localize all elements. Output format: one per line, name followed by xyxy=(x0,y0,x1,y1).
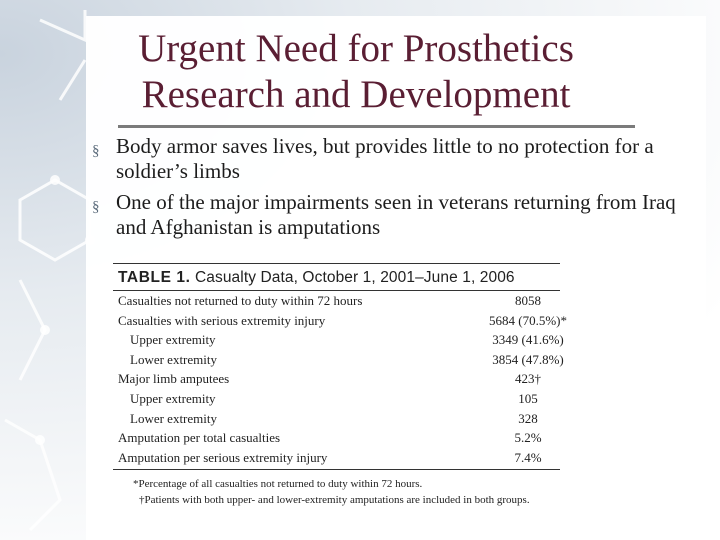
row-label: Major limb amputees xyxy=(118,371,230,387)
table-row xyxy=(113,409,560,429)
row-label: Upper extremity xyxy=(130,390,216,406)
row-value: 105 xyxy=(518,390,538,406)
table-caption-text: Casualty Data, October 1, 2001–June 1, 2006 xyxy=(194,269,515,286)
bullet-item xyxy=(84,134,704,184)
bullet-item xyxy=(84,190,704,240)
row-value: 328 xyxy=(518,410,538,426)
table-footnote-1: *Percentage of all casualties not returned to duty within 72 hours. xyxy=(133,478,423,491)
table-row xyxy=(113,448,560,468)
table-row xyxy=(113,291,560,311)
table-row xyxy=(113,330,564,350)
casualty-table xyxy=(113,263,567,508)
row-value: 8058 xyxy=(515,293,541,308)
bullet-marker: § xyxy=(92,199,100,215)
title-divider xyxy=(118,125,635,128)
row-label: Casualties not returned to duty within 72 hours xyxy=(118,293,363,308)
row-label: Casualties with serious extremity injury xyxy=(118,312,326,328)
row-label: Lower extremity xyxy=(130,351,217,367)
table-row xyxy=(113,311,567,331)
bullet-text: One of the major impairments seen in veterans returning from Iraq and Afghanistan is amputations xyxy=(116,190,676,239)
row-label: Lower extremity xyxy=(130,410,217,426)
table-caption xyxy=(113,264,560,290)
row-label: Amputation per total casualties xyxy=(118,430,281,446)
row-value: 5684 (70.5%)* xyxy=(489,312,567,328)
slide-title xyxy=(86,26,626,118)
table-row xyxy=(113,350,564,370)
row-value: 423† xyxy=(515,371,541,387)
bullet-text: Body armor saves lives, but provides little to no protection for a soldier’s limbs xyxy=(116,134,654,183)
bullet-list xyxy=(84,134,704,246)
row-value: 7.4% xyxy=(514,449,542,465)
bullet-marker: § xyxy=(92,143,100,159)
row-value: 3854 (47.8%) xyxy=(492,351,564,367)
title-line-1: Urgent Need for Prosthetics xyxy=(138,27,574,70)
title-line-2: Research and Development xyxy=(141,73,571,116)
table-caption-label: TABLE 1. xyxy=(118,269,191,286)
table-row xyxy=(113,369,560,389)
row-value: 3349 (41.6%) xyxy=(492,332,564,348)
row-label: Amputation per serious extremity injury xyxy=(118,449,328,465)
table-row xyxy=(113,389,560,409)
row-value: 5.2% xyxy=(514,430,542,446)
table-row xyxy=(113,428,560,448)
table-footnote-2: †Patients with both upper- and lower-extremity amputations are included in both groups. xyxy=(139,494,530,507)
row-label: Upper extremity xyxy=(130,332,216,348)
